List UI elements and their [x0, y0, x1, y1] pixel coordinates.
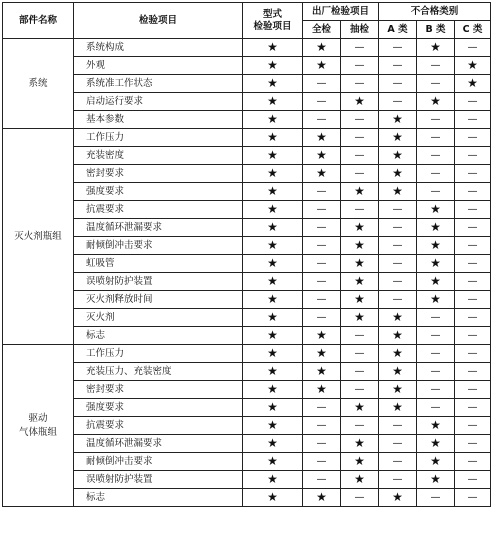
- table-row: [3, 183, 491, 201]
- dash-mark-cell: —: [455, 129, 491, 147]
- star-mark-cell: ★: [243, 435, 303, 453]
- star-mark-cell: ★: [379, 309, 417, 327]
- test-item-cell: 标志: [74, 489, 243, 507]
- table-row: [3, 111, 491, 129]
- dash-mark-cell: —: [455, 255, 491, 273]
- star-mark-cell: ★: [341, 93, 379, 111]
- header-factory: 出厂检验项目: [303, 3, 379, 21]
- star-mark-cell: ★: [417, 291, 455, 309]
- test-item-cell: 充装密度: [74, 147, 243, 165]
- star-mark-cell: ★: [303, 345, 341, 363]
- star-mark-cell: ★: [417, 201, 455, 219]
- dash-mark-cell: —: [455, 489, 491, 507]
- dash-mark-cell: —: [455, 111, 491, 129]
- dash-mark-cell: —: [303, 417, 341, 435]
- star-mark-cell: ★: [417, 273, 455, 291]
- star-mark-cell: ★: [379, 363, 417, 381]
- dash-mark-cell: —: [417, 183, 455, 201]
- star-mark-cell: ★: [243, 165, 303, 183]
- dash-mark-cell: —: [341, 129, 379, 147]
- test-item-cell: 密封要求: [74, 381, 243, 399]
- star-mark-cell: ★: [303, 39, 341, 57]
- table-row: [3, 75, 491, 93]
- star-mark-cell: ★: [341, 399, 379, 417]
- test-item-cell: 耐倾倒冲击要求: [74, 237, 243, 255]
- table-row: [3, 471, 491, 489]
- dash-mark-cell: —: [341, 327, 379, 345]
- header-type-test-line1: 型式: [262, 8, 282, 20]
- dash-mark-cell: —: [455, 417, 491, 435]
- star-mark-cell: ★: [243, 57, 303, 75]
- dash-mark-cell: —: [455, 165, 491, 183]
- dash-mark-cell: —: [417, 57, 455, 75]
- star-mark-cell: ★: [379, 399, 417, 417]
- star-mark-cell: ★: [243, 327, 303, 345]
- test-item-cell: 密封要求: [74, 165, 243, 183]
- table-row: [3, 39, 491, 57]
- dash-mark-cell: —: [455, 93, 491, 111]
- star-mark-cell: ★: [243, 39, 303, 57]
- dash-mark-cell: —: [303, 201, 341, 219]
- star-mark-cell: ★: [243, 291, 303, 309]
- dash-mark-cell: —: [341, 489, 379, 507]
- table-body: [3, 39, 491, 507]
- dash-mark-cell: —: [303, 183, 341, 201]
- dash-mark-cell: —: [455, 237, 491, 255]
- star-mark-cell: ★: [417, 93, 455, 111]
- star-mark-cell: ★: [379, 147, 417, 165]
- dash-mark-cell: —: [341, 75, 379, 93]
- dash-mark-cell: —: [417, 147, 455, 165]
- star-mark-cell: ★: [243, 183, 303, 201]
- table-row: [3, 93, 491, 111]
- table-row: [3, 255, 491, 273]
- star-mark-cell: ★: [341, 309, 379, 327]
- dash-mark-cell: —: [417, 399, 455, 417]
- dash-mark-cell: —: [379, 75, 417, 93]
- dash-mark-cell: —: [417, 345, 455, 363]
- test-item-cell: 系统构成: [74, 39, 243, 57]
- dash-mark-cell: —: [303, 255, 341, 273]
- star-mark-cell: ★: [417, 471, 455, 489]
- dash-mark-cell: —: [303, 237, 341, 255]
- star-mark-cell: ★: [379, 381, 417, 399]
- star-mark-cell: ★: [243, 129, 303, 147]
- test-item-cell: 强度要求: [74, 399, 243, 417]
- test-item-cell: 抗震要求: [74, 417, 243, 435]
- star-mark-cell: ★: [243, 255, 303, 273]
- table-row: [3, 57, 491, 75]
- test-item-cell: 灭火剂: [74, 309, 243, 327]
- dash-mark-cell: —: [303, 273, 341, 291]
- dash-mark-cell: —: [303, 291, 341, 309]
- dash-mark-cell: —: [417, 327, 455, 345]
- star-mark-cell: ★: [379, 489, 417, 507]
- star-mark-cell: ★: [379, 183, 417, 201]
- star-mark-cell: ★: [379, 111, 417, 129]
- table-row: [3, 219, 491, 237]
- dash-mark-cell: —: [455, 381, 491, 399]
- dash-mark-cell: —: [455, 399, 491, 417]
- header-test-item: 检验项目: [74, 3, 243, 39]
- table-row: [3, 237, 491, 255]
- star-mark-cell: ★: [243, 363, 303, 381]
- dash-mark-cell: —: [379, 237, 417, 255]
- dash-mark-cell: —: [303, 111, 341, 129]
- dash-mark-cell: —: [455, 435, 491, 453]
- table-row: [3, 435, 491, 453]
- dash-mark-cell: —: [455, 39, 491, 57]
- star-mark-cell: ★: [303, 381, 341, 399]
- dash-mark-cell: —: [417, 381, 455, 399]
- header-class-a: A 类: [379, 21, 417, 39]
- table-row: [3, 201, 491, 219]
- star-mark-cell: ★: [417, 417, 455, 435]
- group-name-cell: 灭火剂瓶组: [3, 129, 74, 345]
- star-mark-cell: ★: [243, 489, 303, 507]
- star-mark-cell: ★: [303, 129, 341, 147]
- test-item-cell: 强度要求: [74, 183, 243, 201]
- table-row: [3, 327, 491, 345]
- star-mark-cell: ★: [341, 435, 379, 453]
- star-mark-cell: ★: [341, 255, 379, 273]
- dash-mark-cell: —: [417, 165, 455, 183]
- star-mark-cell: ★: [243, 381, 303, 399]
- dash-mark-cell: —: [455, 201, 491, 219]
- star-mark-cell: ★: [303, 327, 341, 345]
- header-sample: 抽检: [341, 21, 379, 39]
- star-mark-cell: ★: [417, 219, 455, 237]
- star-mark-cell: ★: [243, 75, 303, 93]
- star-mark-cell: ★: [243, 111, 303, 129]
- test-item-cell: 外观: [74, 57, 243, 75]
- dash-mark-cell: —: [379, 291, 417, 309]
- dash-mark-cell: —: [379, 255, 417, 273]
- header-full: 全检: [303, 21, 341, 39]
- test-item-cell: 启动运行要求: [74, 93, 243, 111]
- star-mark-cell: ★: [379, 165, 417, 183]
- star-mark-cell: ★: [303, 165, 341, 183]
- dash-mark-cell: —: [455, 471, 491, 489]
- test-item-cell: 基本参数: [74, 111, 243, 129]
- star-mark-cell: ★: [417, 237, 455, 255]
- dash-mark-cell: —: [341, 381, 379, 399]
- test-item-cell: 工作压力: [74, 345, 243, 363]
- dash-mark-cell: —: [303, 435, 341, 453]
- dash-mark-cell: —: [417, 111, 455, 129]
- dash-mark-cell: —: [379, 453, 417, 471]
- header-type-test: [243, 3, 303, 39]
- star-mark-cell: ★: [243, 147, 303, 165]
- test-item-cell: 充装压力、充装密度: [74, 363, 243, 381]
- star-mark-cell: ★: [341, 219, 379, 237]
- header-class-b: B 类: [417, 21, 455, 39]
- star-mark-cell: ★: [455, 57, 491, 75]
- dash-mark-cell: —: [455, 327, 491, 345]
- table-row: [3, 381, 491, 399]
- dash-mark-cell: —: [455, 363, 491, 381]
- star-mark-cell: ★: [417, 453, 455, 471]
- star-mark-cell: ★: [341, 471, 379, 489]
- table-row: [3, 291, 491, 309]
- test-item-cell: 系统准工作状态: [74, 75, 243, 93]
- dash-mark-cell: —: [379, 471, 417, 489]
- test-item-cell: 耐倾倒冲击要求: [74, 453, 243, 471]
- table-row: [3, 309, 491, 327]
- dash-mark-cell: —: [379, 273, 417, 291]
- table-row: [3, 273, 491, 291]
- test-item-cell: 温度循环泄漏要求: [74, 435, 243, 453]
- star-mark-cell: ★: [243, 471, 303, 489]
- table-row: [3, 363, 491, 381]
- dash-mark-cell: —: [417, 309, 455, 327]
- dash-mark-cell: —: [417, 489, 455, 507]
- star-mark-cell: ★: [303, 147, 341, 165]
- test-item-cell: 工作压力: [74, 129, 243, 147]
- star-mark-cell: ★: [341, 291, 379, 309]
- header-type-test-line2: 检验项目: [253, 20, 292, 32]
- test-item-cell: 抗震要求: [74, 201, 243, 219]
- table-row: [3, 489, 491, 507]
- header-part-name: 部件名称: [3, 3, 74, 39]
- dash-mark-cell: —: [341, 417, 379, 435]
- dash-mark-cell: —: [455, 273, 491, 291]
- table-row: [3, 129, 491, 147]
- group-name-cell: 系统: [3, 39, 74, 129]
- group-name-cell: 驱动 气体瓶组: [3, 345, 74, 507]
- dash-mark-cell: —: [379, 435, 417, 453]
- star-mark-cell: ★: [243, 399, 303, 417]
- star-mark-cell: ★: [417, 39, 455, 57]
- header-class-c: C 类: [455, 21, 491, 39]
- dash-mark-cell: —: [417, 129, 455, 147]
- star-mark-cell: ★: [243, 309, 303, 327]
- table-row: [3, 165, 491, 183]
- test-item-cell: 标志: [74, 327, 243, 345]
- dash-mark-cell: —: [379, 219, 417, 237]
- dash-mark-cell: —: [341, 345, 379, 363]
- test-item-cell: 温度循环泄漏要求: [74, 219, 243, 237]
- dash-mark-cell: —: [341, 111, 379, 129]
- dash-mark-cell: —: [303, 75, 341, 93]
- star-mark-cell: ★: [379, 327, 417, 345]
- star-mark-cell: ★: [341, 273, 379, 291]
- dash-mark-cell: —: [341, 57, 379, 75]
- dash-mark-cell: —: [379, 39, 417, 57]
- dash-mark-cell: —: [341, 165, 379, 183]
- table-row: [3, 453, 491, 471]
- star-mark-cell: ★: [379, 345, 417, 363]
- star-mark-cell: ★: [243, 273, 303, 291]
- dash-mark-cell: —: [303, 309, 341, 327]
- star-mark-cell: ★: [243, 237, 303, 255]
- dash-mark-cell: —: [455, 345, 491, 363]
- header-nonconform: 不合格类别: [379, 3, 491, 21]
- table-row: [3, 399, 491, 417]
- dash-mark-cell: —: [455, 183, 491, 201]
- dash-mark-cell: —: [303, 399, 341, 417]
- dash-mark-cell: —: [341, 363, 379, 381]
- star-mark-cell: ★: [303, 363, 341, 381]
- star-mark-cell: ★: [243, 93, 303, 111]
- dash-mark-cell: —: [455, 309, 491, 327]
- star-mark-cell: ★: [341, 183, 379, 201]
- table-row: [3, 417, 491, 435]
- dash-mark-cell: —: [341, 39, 379, 57]
- star-mark-cell: ★: [417, 435, 455, 453]
- test-item-cell: 虹吸管: [74, 255, 243, 273]
- dash-mark-cell: —: [417, 75, 455, 93]
- test-item-cell: 误喷射防护装置: [74, 471, 243, 489]
- dash-mark-cell: —: [417, 363, 455, 381]
- star-mark-cell: ★: [243, 417, 303, 435]
- table-row: [3, 147, 491, 165]
- dash-mark-cell: —: [303, 471, 341, 489]
- star-mark-cell: ★: [243, 453, 303, 471]
- inspection-table: [2, 2, 491, 507]
- star-mark-cell: ★: [417, 255, 455, 273]
- star-mark-cell: ★: [243, 345, 303, 363]
- dash-mark-cell: —: [379, 417, 417, 435]
- star-mark-cell: ★: [243, 219, 303, 237]
- dash-mark-cell: —: [455, 291, 491, 309]
- dash-mark-cell: —: [303, 453, 341, 471]
- dash-mark-cell: —: [303, 219, 341, 237]
- dash-mark-cell: —: [379, 93, 417, 111]
- star-mark-cell: ★: [303, 489, 341, 507]
- dash-mark-cell: —: [455, 453, 491, 471]
- star-mark-cell: ★: [455, 75, 491, 93]
- star-mark-cell: ★: [379, 129, 417, 147]
- dash-mark-cell: —: [455, 147, 491, 165]
- test-item-cell: 灭火剂释放时间: [74, 291, 243, 309]
- star-mark-cell: ★: [341, 453, 379, 471]
- table-header: [3, 3, 491, 39]
- table-row: [3, 345, 491, 363]
- dash-mark-cell: —: [303, 93, 341, 111]
- dash-mark-cell: —: [455, 219, 491, 237]
- test-item-cell: 误喷射防护装置: [74, 273, 243, 291]
- dash-mark-cell: —: [341, 201, 379, 219]
- dash-mark-cell: —: [379, 57, 417, 75]
- star-mark-cell: ★: [243, 201, 303, 219]
- dash-mark-cell: —: [341, 147, 379, 165]
- star-mark-cell: ★: [341, 237, 379, 255]
- star-mark-cell: ★: [303, 57, 341, 75]
- dash-mark-cell: —: [379, 201, 417, 219]
